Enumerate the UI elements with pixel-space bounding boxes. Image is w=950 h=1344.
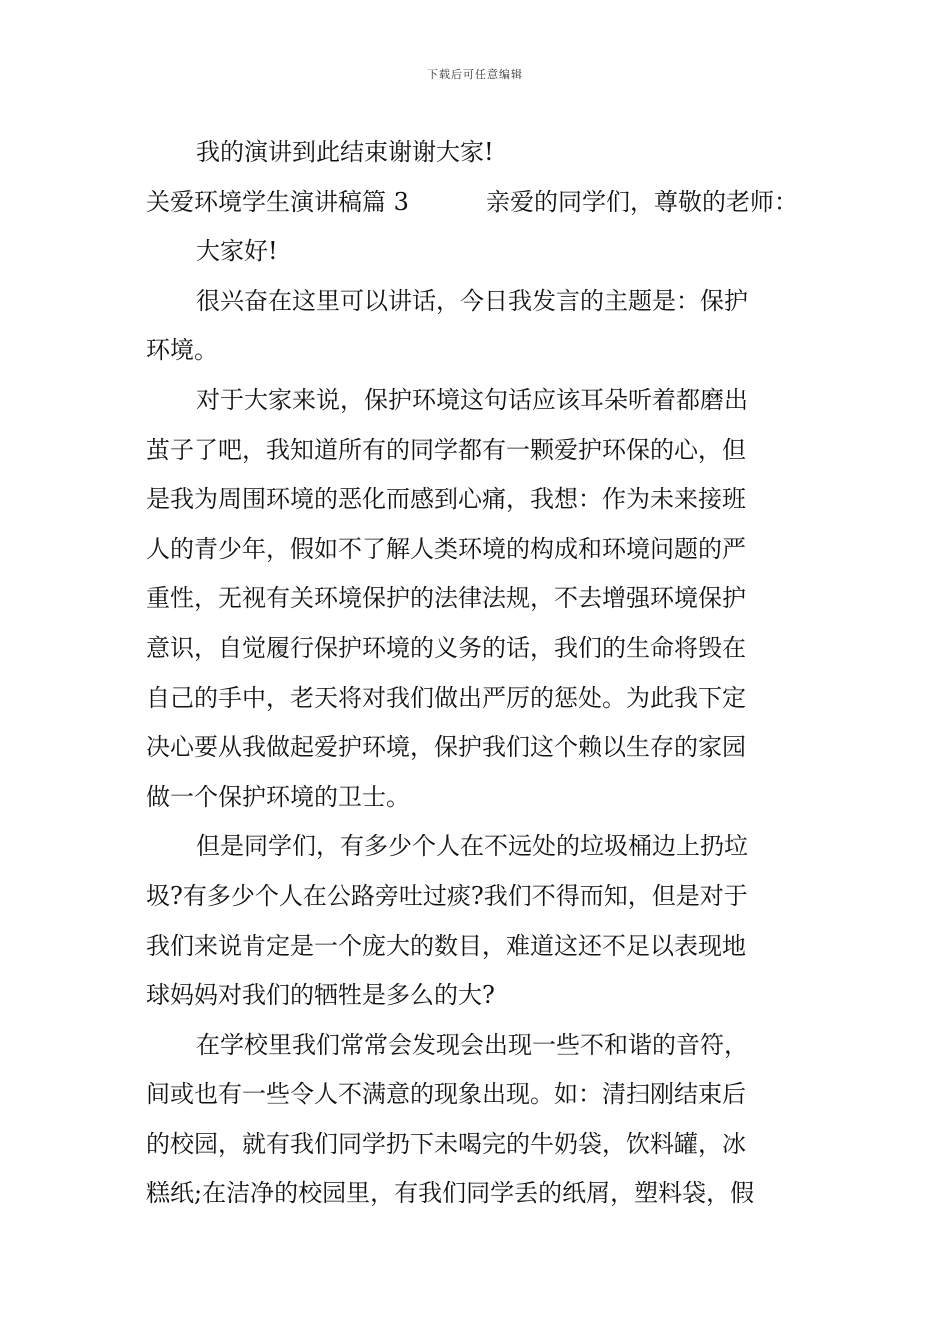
paragraph-4 — [146, 1021, 806, 1219]
paragraph-line: 但是同学们，有多少个人在不远处的垃圾桶边上扔垃 — [196, 832, 748, 861]
paragraph-line: 圾?有多少个人在公路旁吐过痰?我们不得而知，但是对于 — [146, 881, 748, 910]
speech-title: 关爱环境学生演讲稿篇 3 — [146, 187, 409, 216]
paragraph-line: 在学校里我们常常会发现会出现一些不和谐的音符， — [196, 1030, 748, 1059]
hello-line: 大家好! — [196, 237, 278, 266]
speech-heading-row — [146, 178, 798, 228]
speech-greeting: 亲爱的同学们，尊敬的老师： — [486, 187, 798, 216]
page-header-note: 下载后可任意编辑 — [427, 68, 523, 81]
paragraph-line: 决心要从我做起爱护环境，保护我们这个赖以生存的家园 — [146, 733, 746, 762]
paragraph-line: 人的青少年，假如不了解人类环境的构成和环境问题的严 — [146, 534, 746, 563]
paragraph-line: 很兴奋在这里可以讲话，今日我发言的主题是：保护 — [196, 286, 748, 315]
paragraph-3 — [146, 822, 806, 1020]
paragraph-2 — [146, 376, 806, 822]
paragraph-line: 重性，无视有关环境保护的法律法规，不去增强环境保护 — [146, 584, 746, 613]
paragraph-line: 意识，自觉履行保护环境的义务的话，我们的生命将毁在 — [146, 633, 746, 662]
paragraph-line: 对于大家来说，保护环境这句话应该耳朵听着都磨出 — [196, 385, 748, 414]
paragraph-line: 茧子了吧，我知道所有的同学都有一颗爱护环保的心，但 — [146, 435, 746, 464]
document-body — [146, 128, 806, 1219]
paragraph-1 — [146, 277, 806, 376]
paragraph-line: 的校园，就有我们同学扔下未喝完的牛奶袋，饮料罐，冰 — [146, 1129, 746, 1158]
paragraph-line: 间或也有一些令人不满意的现象出现。如：清扫刚结束后 — [146, 1080, 746, 1109]
paragraph-line: 做一个保护环境的卫士。 — [146, 782, 410, 811]
paragraph-line: 环境。 — [146, 336, 218, 365]
closing-line: 我的演讲到此结束谢谢大家! — [196, 138, 494, 166]
paragraph-line: 球妈妈对我们的牺牲是多么的大? — [146, 981, 495, 1010]
paragraph-line: 我们来说肯定是一个庞大的数目，难道这还不足以表现地 — [146, 931, 746, 960]
paragraph-line: 糕纸;在洁净的校园里，有我们同学丢的纸屑，塑料袋，假 — [146, 1179, 755, 1208]
paragraph-line: 是我为周围环境的恶化而感到心痛，我想：作为未来接班 — [146, 485, 746, 514]
paragraph-line: 自己的手中，老天将对我们做出严厉的惩处。为此我下定 — [146, 683, 746, 712]
